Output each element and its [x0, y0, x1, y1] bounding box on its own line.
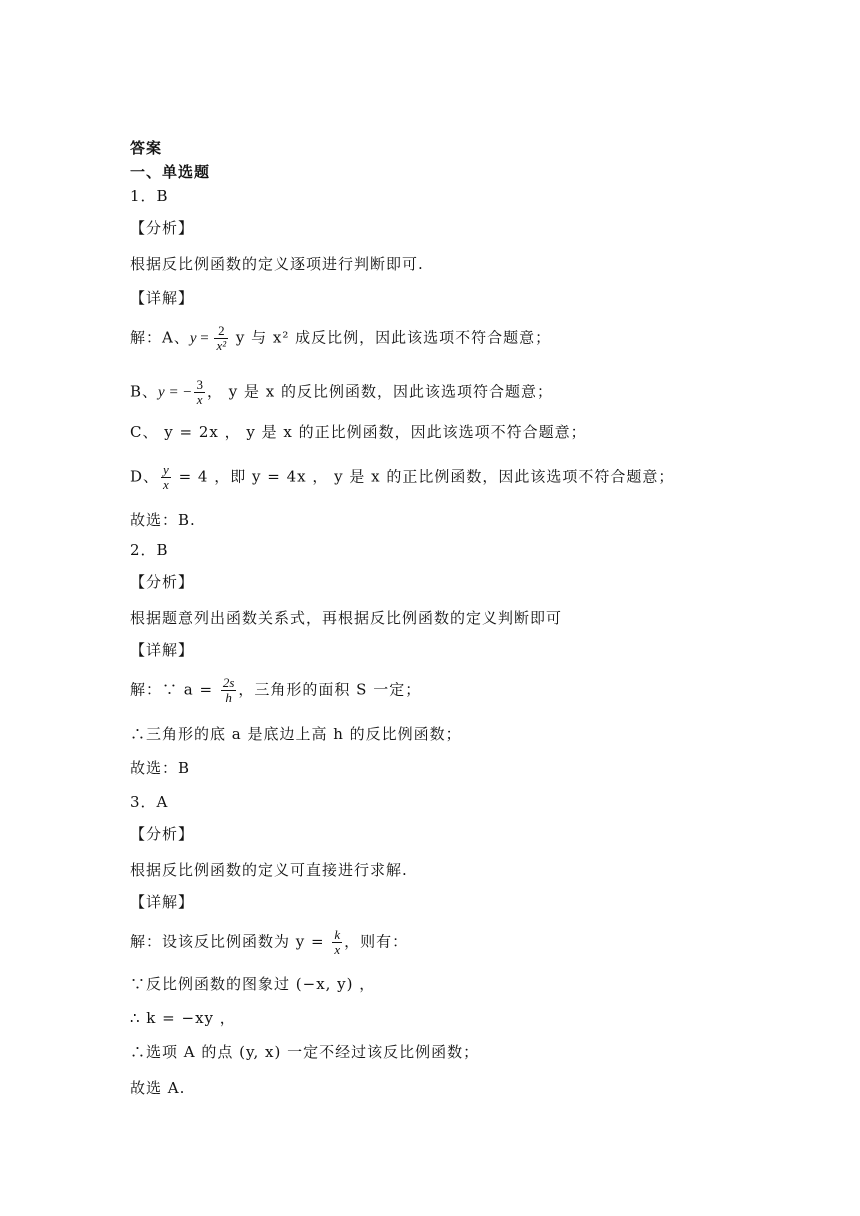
q2-e-prefix: 解：∵ a =: [130, 680, 219, 699]
q2-explanation: [130, 676, 421, 705]
q3-conclusion: 故选 A.: [130, 1079, 186, 1097]
q1-d-text: = 4 ，即 y = 4x ， y 是 x 的正比例函数，因此该选项不符合题意；: [172, 467, 675, 486]
q1-a-numerator: 2: [214, 324, 228, 339]
q1-detail-tag: 【详解】: [130, 289, 195, 307]
q2-detail-tag: 【详解】: [130, 641, 195, 659]
q2-conclusion: 故选：B: [130, 759, 191, 777]
q1-option-c: C、 y = 2x ， y 是 x 的正比例函数，因此该选项不符合题意；: [130, 423, 587, 441]
q1-a-text: y 与 x² 成反比例，因此该选项不符合题意；: [230, 328, 552, 347]
q1-b-lhs: y = −: [158, 384, 193, 401]
q2-denominator: h: [225, 690, 232, 705]
q3-detail-tag: 【详解】: [130, 893, 195, 911]
q3-numerator: k: [334, 927, 341, 942]
q1-d-fraction: [161, 463, 171, 492]
q2-e-text: ，三角形的面积 S 一定；: [238, 680, 422, 699]
q3-analysis: 根据反比例函数的定义可直接进行求解.: [130, 861, 408, 879]
q2-fraction: [221, 676, 237, 705]
q2-analysis: 根据题意列出函数关系式，再根据反比例函数的定义判断即可: [130, 609, 563, 627]
q1-b-numerator: 3: [196, 377, 203, 392]
q3-fraction: [332, 928, 342, 957]
q3-explanation: [130, 928, 408, 957]
q1-a-denominator: x²: [216, 338, 227, 353]
q3-k-line: ∴ k = −xy ，: [130, 1009, 236, 1027]
q2-numerator: 2s: [222, 675, 235, 690]
q1-d-numerator: y: [163, 462, 169, 477]
q3-because: ∵反比例函数的图象过 (−x, y) ，: [130, 975, 376, 993]
q1-a-lhs: y: [189, 330, 197, 347]
q1-b-fraction: [194, 378, 205, 407]
q1-a-prefix: 解：A、: [130, 328, 190, 347]
q1-answer: 1．B: [130, 187, 169, 205]
q1-a-eq: =: [196, 330, 213, 347]
q3-denominator: x: [334, 942, 341, 957]
q1-option-b: [130, 378, 553, 407]
q1-option-d: [130, 463, 674, 492]
q1-a-fraction: [214, 324, 228, 353]
q3-answer: 3．A: [130, 793, 169, 811]
section-title: 一、单选题: [130, 163, 211, 181]
answer-heading: 答案: [130, 139, 163, 157]
q2-analysis-tag: 【分析】: [130, 573, 195, 591]
q1-d-denominator: x: [163, 477, 169, 492]
q2-therefore: ∴三角形的底 a 是底边上高 h 的反比例函数；: [130, 725, 462, 743]
q1-analysis-tag: 【分析】: [130, 219, 195, 237]
q3-e-prefix: 解：设该反比例函数为 y =: [130, 932, 331, 951]
q3-e-text: ，则有：: [344, 932, 409, 951]
q1-option-a: [130, 324, 551, 353]
q3-therefore: ∴选项 A 的点 (y, x) 一定不经过该反比例函数；: [130, 1043, 480, 1061]
q1-b-prefix: B、: [130, 382, 159, 401]
q1-analysis: 根据反比例函数的定义逐项进行判断即可.: [130, 255, 424, 273]
q3-analysis-tag: 【分析】: [130, 825, 195, 843]
q1-conclusion: 故选：B.: [130, 511, 196, 529]
q2-answer: 2．B: [130, 541, 169, 559]
q1-b-text: ， y 是 x 的反比例函数，因此该选项符合题意；: [206, 382, 553, 401]
q1-d-prefix: D、: [130, 467, 160, 486]
q1-b-denominator: x: [196, 392, 203, 407]
